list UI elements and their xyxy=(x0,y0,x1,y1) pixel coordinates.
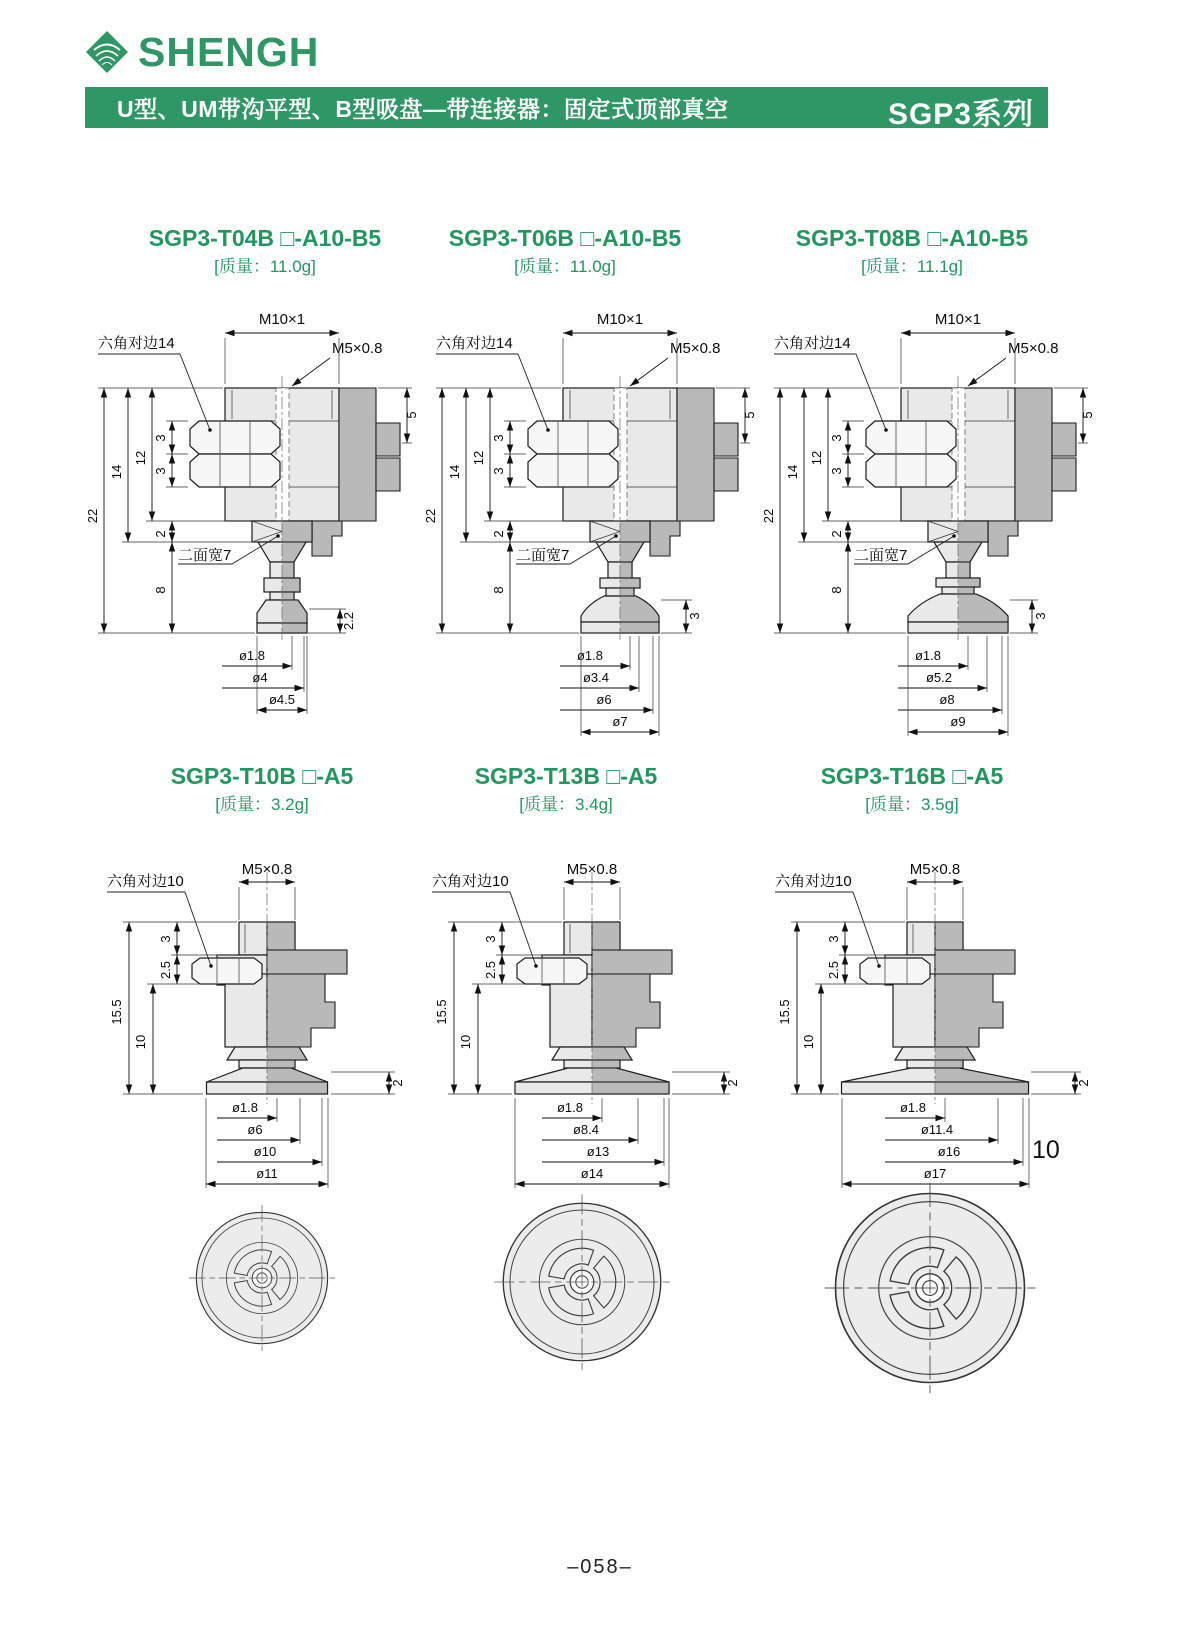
callout-flats: 二面宽7 xyxy=(516,547,570,564)
dim-dia3: ø10 xyxy=(253,1144,277,1159)
dim-dia2: ø8.4 xyxy=(572,1122,600,1137)
dim-gap: 2 xyxy=(829,530,844,538)
dim-right: 5 xyxy=(1080,411,1095,419)
dim-gap: 2 xyxy=(491,530,506,538)
dim-lower: 8 xyxy=(491,586,506,594)
dim-thread-top: M5×0.8 xyxy=(566,861,618,878)
dim-dia4: ø14 xyxy=(580,1166,604,1181)
dim-dia1: ø1.8 xyxy=(238,648,266,663)
dim-dia3: ø8 xyxy=(939,692,955,707)
callout-hex: 六角对边14 xyxy=(436,335,513,352)
product-title-t08b: SGP3-T08B □-A10-B5 xyxy=(795,225,1029,251)
brand-logo-icon xyxy=(84,29,130,75)
dim-dia2: ø4 xyxy=(252,670,268,685)
stray-dimension-label: 10 xyxy=(1032,1136,1060,1164)
drawing-geometry xyxy=(528,376,738,643)
dim-thread-side: M5×0.8 xyxy=(332,340,383,357)
banner-title: U型、UM带沟平型、B型吸盘—带连接器：固定式顶部真空 xyxy=(117,96,729,122)
dim-nut-b: 3 xyxy=(153,467,168,475)
dim-dia1: ø1.8 xyxy=(556,1100,584,1115)
banner-series: SGP3系列 xyxy=(887,98,1034,131)
dim-thread-side: M5×0.8 xyxy=(1008,340,1059,357)
product-title-t10b: SGP3-T10B □-A5 xyxy=(170,763,354,789)
brand-name: SHENGH xyxy=(138,28,320,75)
dim-dia3: ø4.5 xyxy=(268,692,296,707)
drawing-geometry xyxy=(515,872,672,1104)
dim-thread-top: M5×0.8 xyxy=(241,861,293,878)
dim-mid: 12 xyxy=(471,450,486,466)
dim-dia4: ø7 xyxy=(612,714,628,729)
dim-lip: 3 xyxy=(687,612,702,620)
drawing-geometry xyxy=(842,872,1029,1104)
technical-drawing-t06b xyxy=(420,298,760,763)
dim-nut-b: 3 xyxy=(491,467,506,475)
technical-drawing-t10b xyxy=(89,852,469,1197)
dim-top: 3 xyxy=(158,935,173,943)
dim-dia1: ø1.8 xyxy=(914,648,942,663)
dim-lower: 10 xyxy=(133,1034,148,1050)
callout-flats: 二面宽7 xyxy=(178,547,232,564)
dim-mid: 12 xyxy=(809,450,824,466)
bottom-view-t10b xyxy=(187,1203,337,1353)
dim-dia1: ø1.8 xyxy=(576,648,604,663)
product-mass-t08b: [质量：11.1g] xyxy=(861,257,963,276)
dim-dia2: ø6 xyxy=(247,1122,263,1137)
technical-drawing-t16b xyxy=(757,852,1137,1197)
bottom-view-t13b xyxy=(492,1192,672,1372)
dim-thread-top: M10×1 xyxy=(596,311,644,328)
dim-thread-top: M10×1 xyxy=(258,311,306,328)
dim-right: 5 xyxy=(742,411,757,419)
product-mass-t04b: [质量：11.0g] xyxy=(214,257,316,276)
product-title-t16b: SGP3-T16B □-A5 xyxy=(820,763,1004,789)
dim-nut: 2.5 xyxy=(483,960,498,980)
dim-lower: 8 xyxy=(829,586,844,594)
dim-dia3: ø6 xyxy=(596,692,612,707)
dim-gap: 2 xyxy=(153,530,168,538)
product-title-t04b: SGP3-T04B □-A10-B5 xyxy=(148,225,382,251)
dim-dia4: ø17 xyxy=(923,1166,947,1181)
brand-header xyxy=(84,24,684,80)
callout-hex: 六角对边10 xyxy=(107,873,184,890)
callout-hex: 六角对边14 xyxy=(774,335,851,352)
bottom-view-geometry xyxy=(189,1205,335,1351)
product-title-t13b: SGP3-T13B □-A5 xyxy=(474,763,658,789)
bottom-view-geometry xyxy=(825,1183,1036,1394)
dim-overall: 15.5 xyxy=(777,999,792,1025)
drawing-geometry xyxy=(866,376,1076,643)
dim-top: 3 xyxy=(483,935,498,943)
dim-nut: 2.5 xyxy=(826,960,841,980)
dim-lip: 2 xyxy=(1076,1079,1091,1087)
callout-hex: 六角对边10 xyxy=(775,873,852,890)
technical-drawing-t08b xyxy=(758,298,1098,763)
dim-thread-top: M10×1 xyxy=(934,311,982,328)
dim-dia3: ø13 xyxy=(586,1144,610,1159)
dim-lower: 8 xyxy=(153,586,168,594)
series-banner xyxy=(85,87,1048,131)
dim-overall: 22 xyxy=(423,508,438,524)
product-mass-t10b: [质量：3.2g] xyxy=(215,795,309,814)
dim-upper: 14 xyxy=(447,464,462,480)
dim-lower: 10 xyxy=(801,1034,816,1050)
dim-dia2: ø11.4 xyxy=(920,1122,954,1137)
drawing-geometry xyxy=(190,376,400,643)
dim-nut-a: 3 xyxy=(829,434,844,442)
product-mass-t06b: [质量：11.0g] xyxy=(514,257,616,276)
dim-dia1: ø1.8 xyxy=(899,1100,927,1115)
dim-lip: 2.2 xyxy=(341,611,356,631)
product-mass-t13b: [质量：3.4g] xyxy=(519,795,613,814)
dim-top: 3 xyxy=(826,935,841,943)
dim-dia4: ø9 xyxy=(950,714,966,729)
dim-upper: 14 xyxy=(109,464,124,480)
dim-lower: 10 xyxy=(458,1034,473,1050)
dim-nut: 2.5 xyxy=(158,960,173,980)
dim-lip: 2 xyxy=(725,1079,740,1087)
dim-right: 5 xyxy=(404,411,419,419)
dim-overall: 15.5 xyxy=(434,999,449,1025)
dim-dia4: ø11 xyxy=(256,1166,278,1181)
dim-nut-a: 3 xyxy=(491,434,506,442)
bottom-view-geometry xyxy=(494,1194,670,1370)
dim-thread-side: M5×0.8 xyxy=(670,340,721,357)
dim-lip: 2 xyxy=(390,1079,405,1087)
drawing-geometry xyxy=(192,872,347,1104)
dim-nut-b: 3 xyxy=(829,467,844,475)
technical-drawing-t13b xyxy=(414,852,794,1197)
dim-dia1: ø1.8 xyxy=(231,1100,259,1115)
dim-dia2: ø3.4 xyxy=(582,670,610,685)
callout-flats: 二面宽7 xyxy=(854,547,908,564)
dim-nut-a: 3 xyxy=(153,434,168,442)
bottom-view-t16b xyxy=(822,1180,1038,1396)
product-title-t06b: SGP3-T06B □-A10-B5 xyxy=(448,225,682,251)
callout-hex: 六角对边10 xyxy=(432,873,509,890)
dim-upper: 14 xyxy=(785,464,800,480)
dim-overall: 15.5 xyxy=(109,999,124,1025)
callout-hex: 六角对边14 xyxy=(98,335,175,352)
dim-mid: 12 xyxy=(133,450,148,466)
dim-dia3: ø16 xyxy=(937,1144,961,1159)
technical-drawing-t04b xyxy=(82,298,422,763)
dim-overall: 22 xyxy=(761,508,776,524)
dim-thread-top: M5×0.8 xyxy=(909,861,961,878)
dim-overall: 22 xyxy=(85,508,100,524)
dim-dia2: ø5.2 xyxy=(925,670,953,685)
product-mass-t16b: [质量：3.5g] xyxy=(865,795,959,814)
page-number: –058– xyxy=(567,1556,633,1578)
dim-lip: 3 xyxy=(1033,612,1048,620)
